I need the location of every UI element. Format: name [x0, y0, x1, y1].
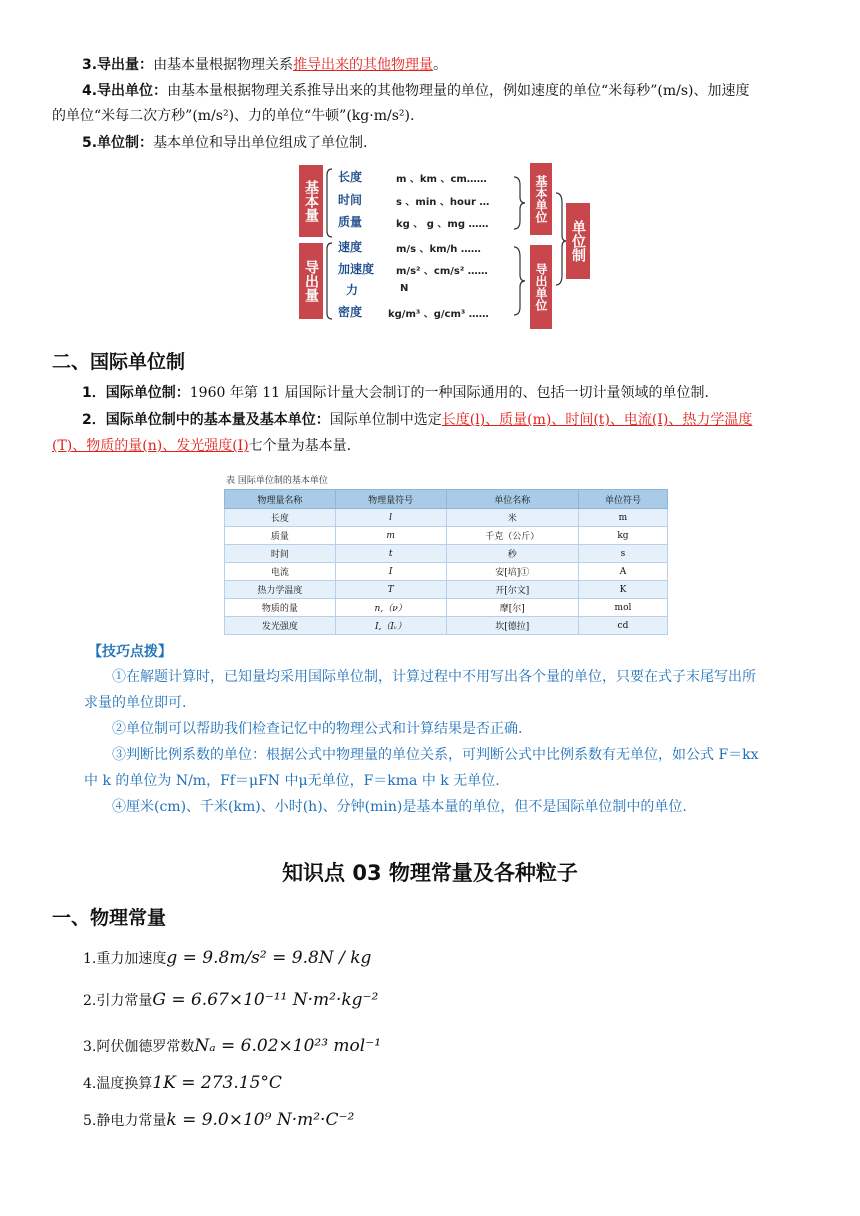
- table-cell: t: [335, 545, 446, 563]
- table-cell: 秒: [446, 545, 578, 563]
- constant-label: 2.引力常量: [83, 993, 153, 1009]
- text: 由基本量根据物理关系: [153, 57, 294, 73]
- constant-expression: G = 6.67×10⁻¹¹ N·m²·kg⁻²: [152, 990, 379, 1010]
- text: 由基本量根据物理关系推导出来的其他物理量的单位，例如速度的单位“米每秒”(m/s)、加速度: [167, 83, 750, 99]
- constant-label: 3.阿伏伽德罗常数: [83, 1039, 195, 1055]
- paragraph-si-base: [82, 408, 752, 432]
- table-cell: s: [578, 545, 667, 563]
- si-base-units-table: [224, 489, 668, 635]
- quantity-force: 力: [346, 283, 359, 297]
- constant-expression: 1K = 273.15°C: [152, 1073, 282, 1093]
- table-cell: l: [335, 509, 446, 527]
- highlight-text: (T)、物质的量(n)、发光强度(I): [52, 438, 249, 454]
- unit-system-box: 单位制: [566, 203, 590, 279]
- label: 3.导出量：: [82, 57, 154, 73]
- constant-label: 5.静电力常量: [83, 1113, 167, 1129]
- table-caption: 表 国际单位制的基本单位: [226, 476, 328, 486]
- quantity-density: 密度: [338, 305, 363, 319]
- derived-quantity-box: 导出量: [299, 243, 323, 319]
- quantity-acceleration: 加速度: [338, 262, 375, 276]
- table-cell: K: [578, 581, 667, 599]
- constant-label: 4.温度换算: [83, 1076, 153, 1092]
- text: 的单位“米每二次方秒”(m/s²)、力的单位“牛顿”(kg·m/s²).: [52, 108, 415, 124]
- base-quantity-box: 基本量: [299, 165, 323, 237]
- table-row: [225, 545, 668, 563]
- text: 。: [433, 57, 448, 73]
- paragraph-derived-quantity: [82, 53, 447, 77]
- column-header: 单位名称: [446, 490, 578, 509]
- table-cell: T: [335, 581, 446, 599]
- units-mass: kg 、 g 、mg ……: [396, 219, 489, 230]
- units-time: s 、min 、hour …: [396, 197, 490, 208]
- knowledge-point-title: 知识点 03 物理常量及各种粒子: [282, 861, 578, 885]
- table-cell: 物质的量: [225, 599, 336, 617]
- table-cell: 开[尔文]: [446, 581, 578, 599]
- table-cell: 摩[尔]: [446, 599, 578, 617]
- table-cell: I,（Iᵥ）: [335, 617, 446, 635]
- table-row: [225, 581, 668, 599]
- paragraph-unit-system: [82, 131, 368, 155]
- quantity-time: 时间: [338, 193, 363, 207]
- column-header: 单位符号: [578, 490, 667, 509]
- units-length: m 、km 、cm……: [396, 174, 487, 185]
- tip-2: ②单位制可以帮助我们检查记忆中的物理公式和计算结果是否正确.: [112, 721, 523, 737]
- table-cell: mol: [578, 599, 667, 617]
- derived-unit-box: 导出单位: [530, 245, 552, 329]
- table-cell: A: [578, 563, 667, 581]
- column-header: 物理量符号: [335, 490, 446, 509]
- table-cell: 长度: [225, 509, 336, 527]
- tip-4: ④厘米(cm)、千米(km)、小时(h)、分钟(min)是基本量的单位，但不是国际单位制中的单位.: [112, 799, 687, 815]
- paragraph-derived-unit: [82, 79, 749, 103]
- unit-system-diagram: [296, 161, 596, 321]
- table-cell: 热力学温度: [225, 581, 336, 599]
- label: 1．国际单位制：: [82, 385, 190, 401]
- highlight-text: 长度(l)、质量(m)、时间(t)、电流(I)、热力学温度: [441, 412, 753, 428]
- table-cell: 安[培]①: [446, 563, 578, 581]
- table-cell: m: [335, 527, 446, 545]
- base-unit-box: 基本单位: [530, 163, 552, 235]
- table-row: [225, 599, 668, 617]
- tip-1: ①在解题计算时，已知量均采用国际单位制，计算过程中不用写出各个量的单位，只要在式子末尾写出所: [112, 669, 756, 685]
- label: 2．国际单位制中的基本量及基本单位：: [82, 412, 330, 428]
- text: 基本单位和导出单位组成了单位制.: [153, 135, 368, 151]
- paragraph-derived-unit-cont: [52, 104, 414, 128]
- text: 国际单位制中选定: [329, 412, 442, 428]
- constant-expression: Nₐ = 6.02×10²³ mol⁻¹: [194, 1036, 382, 1056]
- table-cell: kg: [578, 527, 667, 545]
- units-force: N: [400, 283, 409, 294]
- paragraph-si-base-cont: [52, 434, 351, 458]
- table-cell: m: [578, 509, 667, 527]
- constant-coulomb: [83, 1110, 354, 1130]
- constant-gravity: [83, 948, 371, 968]
- constant-expression: k = 9.0×10⁹ N·m²·C⁻²: [166, 1110, 355, 1130]
- label: 5.单位制：: [82, 135, 154, 151]
- table-cell: 坎[德拉]: [446, 617, 578, 635]
- paragraph-si-definition: [82, 381, 709, 405]
- table-header-row: [225, 490, 668, 509]
- quantity-velocity: 速度: [338, 240, 363, 254]
- units-acceleration: m/s² 、cm/s² ……: [396, 266, 488, 277]
- units-velocity: m/s 、km/h ……: [396, 244, 481, 255]
- section-heading-si: 二、国际单位制: [52, 351, 186, 373]
- table-cell: n,（ν）: [335, 599, 446, 617]
- tip-3: ③判断比例系数的单位：根据公式中物理量的单位关系，可判断公式中比例系数有无单位，如公式 F＝kx: [112, 747, 759, 763]
- section-heading-constants: 一、物理常量: [52, 907, 167, 929]
- column-header: 物理量名称: [225, 490, 336, 509]
- text: 七个量为基本量.: [248, 438, 352, 454]
- constant-expression: g = 9.8m/s² = 9.8N / kg: [166, 948, 372, 968]
- table-cell: 电流: [225, 563, 336, 581]
- highlight-text: 推导出来的其他物理量: [293, 57, 434, 73]
- table-cell: 米: [446, 509, 578, 527]
- tip-1-cont: 求量的单位即可.: [84, 695, 187, 711]
- units-density: kg/m³ 、g/cm³ ……: [388, 309, 489, 320]
- table-cell: 千克（公斤）: [446, 527, 578, 545]
- table-row: [225, 527, 668, 545]
- constant-gravitational: [83, 990, 378, 1010]
- table-row: [225, 563, 668, 581]
- tips-title: 【技巧点拨】: [88, 644, 172, 660]
- table-row: [225, 509, 668, 527]
- table-cell: 时间: [225, 545, 336, 563]
- table-cell: 质量: [225, 527, 336, 545]
- table-row: [225, 617, 668, 635]
- constant-label: 1.重力加速度: [83, 951, 167, 967]
- tip-3-cont: 中 k 的单位为 N/m，Ff＝μFN 中μ无单位，F＝kma 中 k 无单位.: [84, 773, 500, 789]
- quantity-mass: 质量: [338, 215, 363, 229]
- constant-avogadro: [83, 1036, 381, 1056]
- quantity-length: 长度: [338, 170, 363, 184]
- table-cell: 发光强度: [225, 617, 336, 635]
- table-cell: I: [335, 563, 446, 581]
- text: 1960 年第 11 届国际计量大会制订的一种国际通用的、包括一切计量领域的单位制.: [189, 385, 709, 401]
- table-cell: cd: [578, 617, 667, 635]
- constant-temperature: [83, 1073, 282, 1093]
- label: 4.导出单位：: [82, 83, 168, 99]
